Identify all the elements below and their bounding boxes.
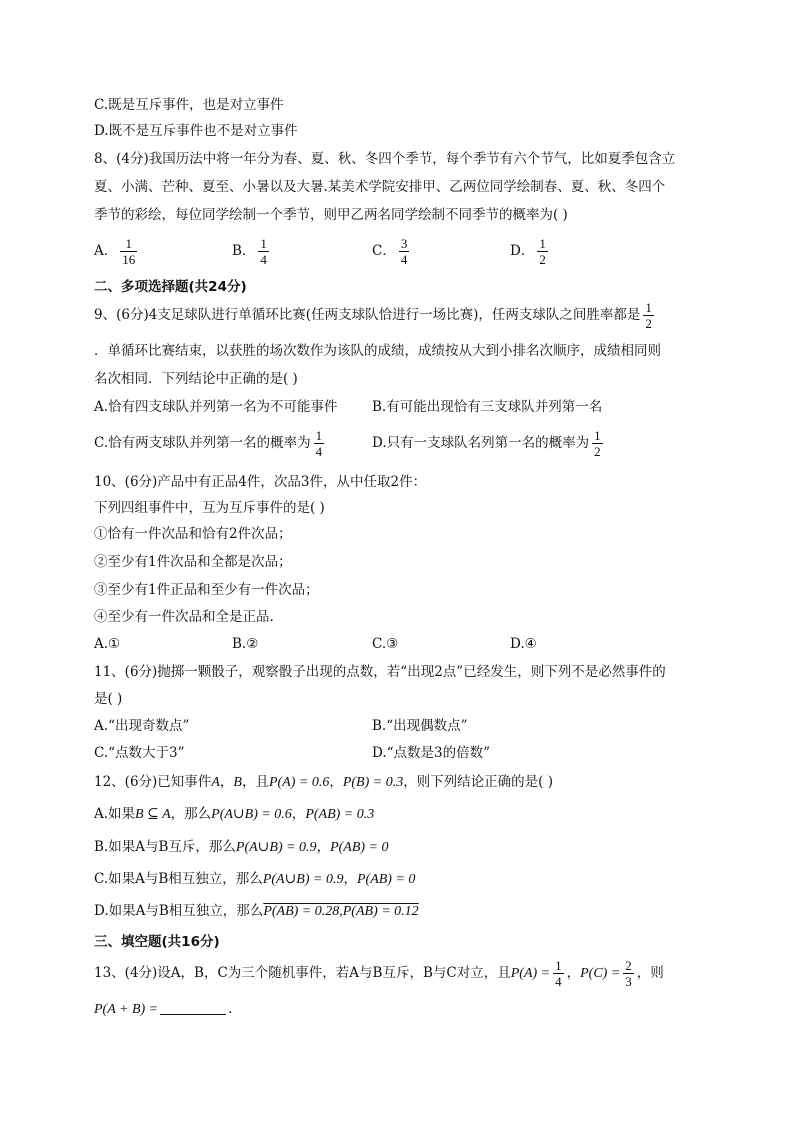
fraction: $\frac{1}{2}$ bbox=[594, 428, 601, 459]
section-heading-fill-in: 三、填空题(共16分) bbox=[94, 934, 220, 950]
fraction: $\frac{1}{2}$ bbox=[645, 300, 652, 331]
q10-item-3: ③至少有1件正品和至少有一件次品； bbox=[94, 582, 319, 598]
fraction: $\frac{1}{2}$ bbox=[539, 236, 546, 267]
q10-option-a: A.① bbox=[94, 636, 121, 652]
q10-option-d: D.④ bbox=[510, 636, 537, 652]
q8-stem-line1: 8、(4分)我国历法中将一年分为春、夏、秋、冬四个季节，每个季节有六个节气，比如夏季包含立 bbox=[94, 151, 676, 167]
q13-stem-line2: P(A + B) = . bbox=[94, 1001, 233, 1017]
q12-option-b: B.如果A与B互斥，那么P(A∪B) = 0.9，P(AB) = 0 bbox=[94, 839, 389, 855]
q8-option-b: B． $\frac{1}{4}$ bbox=[232, 236, 267, 267]
q10-item-2: ②至少有1件次品和全都是次品； bbox=[94, 554, 292, 570]
q8-stem-line2: 夏、小满、芒种、夏至、小暑以及大暑.某美术学院安排甲、乙两位同学绘制春、夏、秋、冬四个 bbox=[94, 179, 666, 195]
fraction: $\frac{1}{4}$ bbox=[260, 236, 267, 267]
q11-option-a: A.“出现奇数点” bbox=[94, 718, 190, 734]
q11-stem-line2: 是( ) bbox=[94, 691, 123, 707]
q10-option-b: B.② bbox=[232, 636, 259, 652]
q10-item-4: ④至少有一件次品和全是正品. bbox=[94, 609, 274, 625]
q11-option-b: B.“出现偶数点” bbox=[372, 718, 468, 734]
q9-stem-line3: 名次相同．下列结论中正确的是( ) bbox=[94, 371, 298, 387]
q8-stem-line3: 季节的彩绘，每位同学绘制一个季节，则甲乙两名同学绘制不同季节的概率为( ) bbox=[94, 207, 568, 223]
section-heading-multiple-choice: 二、多项选择题(共24分) bbox=[94, 279, 247, 295]
q8-option-a: A． $\frac{1}{16}$ bbox=[94, 236, 136, 267]
q10-stem-line2: 下列四组事件中，互为互斥事件的是( ) bbox=[94, 500, 325, 516]
fraction: $\frac{3}{4}$ bbox=[400, 236, 408, 267]
q10-option-c: C.③ bbox=[372, 636, 399, 652]
q11-option-c: C.“点数大于3” bbox=[94, 745, 185, 761]
q12-option-a: A.如果B ⊆ A，那么P(A∪B) = 0.6，P(AB) = 0.3 bbox=[94, 806, 375, 822]
q11-stem-line1: 11、(6分)抛掷一颗骰子，观察骰子出现的点数，若“出现2点”已经发生，则下列不是必然事件的 bbox=[94, 664, 666, 680]
q7-option-d: D.既不是互斥事件也不是对立事件 bbox=[94, 123, 298, 139]
q12-stem: 12、(6分)已知事件A，B，且P(A) = 0.6，P(B) = 0.3，则下列结论正确的是( ) bbox=[94, 774, 554, 790]
q11-option-d: D.“点数是3的倍数” bbox=[372, 745, 491, 761]
q8-option-d: D． $\frac{1}{2}$ bbox=[510, 236, 546, 267]
q10-item-1: ①恰有一件次品和恰有2件次品； bbox=[94, 526, 292, 542]
q12-option-d: D.如果A与B相互独立，那么P(AB) = 0.28,P(AB) = 0.12 bbox=[94, 903, 419, 919]
q8-option-c: C． $\frac{3}{4}$ bbox=[372, 236, 408, 267]
fraction: $\frac{1}{4}$ bbox=[555, 958, 562, 989]
fraction: $\frac{2}{3}$ bbox=[625, 958, 632, 989]
q13-stem-line1: 13、(4分)设A，B，C为三个随机事件，若A与B互斥，B与C对立，且P(A) = $\frac{1}{4}$ ，P(C) = $\frac{2}{3}$ ，则 bbox=[94, 958, 664, 989]
q9-option-a: A.恰有四支球队并列第一名为不可能事件 bbox=[94, 399, 338, 415]
q9-option-c: C.恰有两支球队并列第一名的概率为 $\frac{1}{4}$ bbox=[94, 428, 323, 459]
q9-stem-line1: 9、(6分)4支足球队进行单循环比赛(任两支球队恰进行一场比赛)，任两支球队之间胜率都是 $\frac{1}{2}$ bbox=[94, 300, 652, 331]
q9-stem-line2: ．单循环比赛结束，以获胜的场次数作为该队的成绩，成绩按从大到小排名次顺序，成绩相同则 bbox=[94, 343, 661, 359]
q9-option-b: B.有可能出现恰有三支球队并列第一名 bbox=[372, 399, 603, 415]
q10-stem-line1: 10、(6分)产品中有正品4件，次品3件，从中任取2件： bbox=[94, 474, 427, 490]
q12-option-c: C.如果A与B相互独立，那么P(A∪B) = 0.9，P(AB) = 0 bbox=[94, 871, 416, 887]
fraction: $\frac{1}{16}$ bbox=[122, 236, 136, 267]
fraction: $\frac{1}{4}$ bbox=[315, 428, 323, 459]
answer-blank[interactable] bbox=[160, 1000, 226, 1015]
q7-option-c: C.既是互斥事件，也是对立事件 bbox=[94, 97, 284, 113]
q9-option-d: D.只有一支球队名列第一名的概率为 $\frac{1}{2}$ bbox=[372, 428, 601, 459]
